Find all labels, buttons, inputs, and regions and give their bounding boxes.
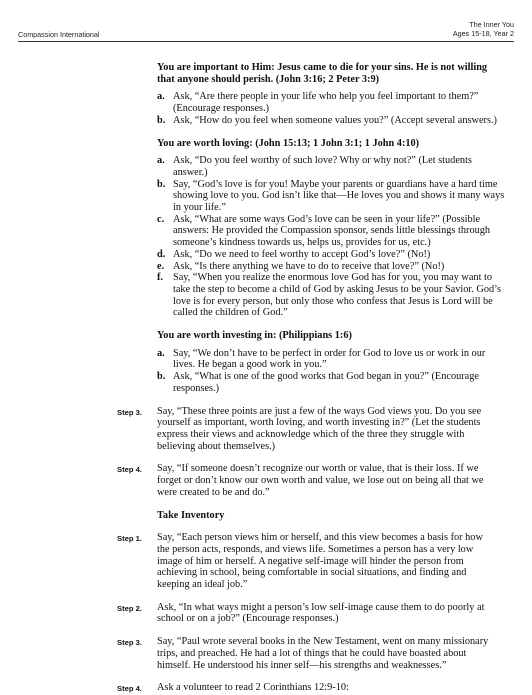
item-text: Ask, “What is one of the good works that God began in you?” (Encourage responses.): [173, 371, 479, 394]
item-letter: d.: [157, 248, 166, 260]
step-label: Step 4.: [117, 465, 142, 475]
step-label: Step 4.: [117, 684, 142, 694]
list-item: [157, 348, 508, 371]
section-heading-take-inventory: Take Inventory: [157, 509, 225, 521]
step-label: Step 2.: [117, 603, 142, 613]
step-text: Say, “Paul wrote several books in the New Testament, went on many missionary trips, and preached. He had a lot of things that he could have boasted about himself. He understood his inner self—his strengths and weaknesses.”: [157, 636, 489, 671]
step-label: Step 1.: [117, 534, 142, 544]
item-letter: f.: [157, 272, 164, 284]
section-heading-loving: You are worth loving: (John 15:13; 1 John 3:1; 1 John 4:10): [157, 137, 420, 149]
item-letter: c.: [157, 213, 165, 225]
step-text: Say, “If someone doesn’t recognize our worth or value, that is their loss. If we forget or don’t know our own worth and value, we lose out on being all that we were created to be and do.”: [157, 463, 484, 498]
step-text: Say, “These three points are just a few of the ways God views you. Do you see yourself as important, worth loving, and worth investing in?” (Let the students express their views and acknowledge which of the three they struggle with believing about themselves.): [157, 405, 482, 452]
header-organization: Compassion International: [18, 30, 100, 39]
step-text: Ask a volunteer to read 2 Corinthians 12:9-10:: [157, 682, 349, 694]
list-item: [157, 155, 508, 178]
item-text: Ask, “What are some ways God’s love can be seen in your life?” (Possible answers: He provided the Compassion sponsor, sends little blessings through someone’s kindness towards us, helps us, provides for us, etc.): [173, 213, 491, 249]
step: [117, 636, 492, 671]
header-divider: [18, 41, 514, 42]
item-letter: b.: [157, 178, 166, 190]
section-heading-investing: You are worth investing in: (Philippians 1:6): [157, 330, 352, 342]
list-item: [157, 115, 508, 127]
item-text: Say, “When you realize the enormous love God has for you, you may want to take the step to become a child of God by asking Jesus to be your Savior. God’s love is for every person, but only those who confess that Jesus is Lord will be called the children of God.”: [173, 272, 502, 319]
step: [117, 405, 492, 453]
list-item: [157, 179, 508, 214]
item-text: Ask, “How do you feel when someone values you?” (Accept several answers.): [173, 114, 497, 126]
list-item: [157, 91, 508, 114]
section-heading-important: You are important to Him: Jesus came to die for your sins. He is not willing that anyone should perish. (John 3:16; 2 Peter 3:9): [157, 62, 488, 85]
header-title: The Inner You: [469, 20, 514, 29]
header-right: [453, 20, 514, 38]
step: [117, 682, 492, 694]
step-text: Say, “Each person views him or herself, and this view becomes a basis for how the person acts, responds, and views life. Sometimes a person has a very low image of him or herself. A negative self-image will hinder the person from achieving in school, being comfortable in social situations, and finding and keeping an ideal job.”: [157, 532, 483, 591]
item-text: Say, “God’s love is for you! Maybe your parents or guardians have a hard time showing love to you. God isn’t like that—He loves you and shows it many ways in your life.”: [173, 178, 505, 214]
item-letter: a.: [157, 91, 165, 103]
list-item: [157, 261, 508, 273]
list-item: [157, 214, 508, 249]
step: [117, 532, 492, 591]
step-label: Step 3.: [117, 407, 142, 417]
item-text: Ask, “Is there anything we have to do to receive that love?” (No!): [173, 260, 445, 272]
item-letter: a.: [157, 155, 165, 167]
item-text: Ask, “Do we need to feel worthy to accept God’s love?” (No!): [173, 248, 431, 260]
list-item: [157, 371, 508, 394]
header-subtitle: Ages 15-18, Year 2: [452, 29, 514, 38]
step: [117, 601, 492, 625]
item-text: Ask, “Are there people in your life who help you feel important to them?” (Encourage responses.): [173, 91, 479, 115]
step-label: Step 3.: [117, 638, 142, 648]
list-item: [157, 249, 508, 261]
item-text: Ask, “Do you feel worthy of such love? Why or why not?” (Let students answer.): [173, 155, 472, 178]
item-letter: e.: [157, 260, 165, 272]
lesson-content: [0, 62, 532, 694]
item-text: Say, “We don’t have to be perfect in order for God to love us or work in our lives. He began a good work in you.”: [173, 347, 486, 371]
step: [117, 463, 492, 498]
item-letter: a.: [157, 347, 165, 359]
list-item: [157, 272, 508, 319]
item-letter: b.: [157, 371, 166, 383]
item-letter: b.: [157, 114, 166, 126]
step-text: Ask, “In what ways might a person’s low self-image cause them to do poorly at school or on a job?” (Encourage responses.): [157, 601, 485, 625]
